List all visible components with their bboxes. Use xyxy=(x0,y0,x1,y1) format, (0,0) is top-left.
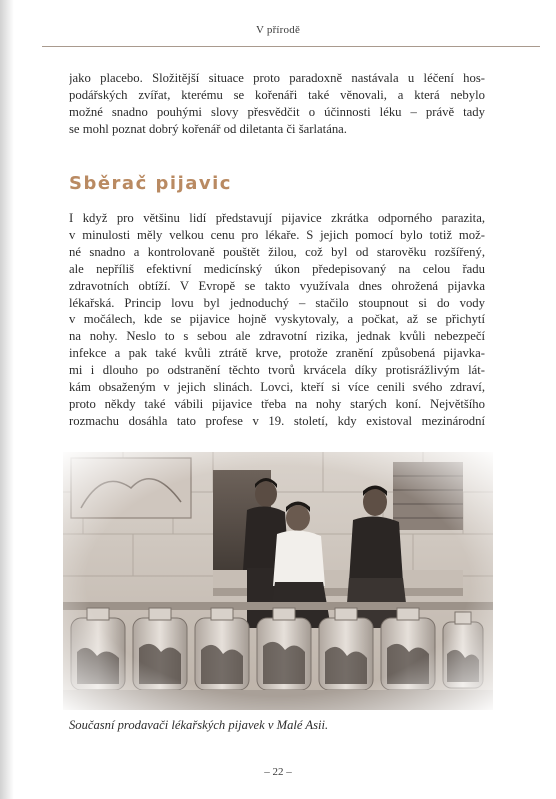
text-line: v minulosti měly velkou cenu pro lékaře. S jejich pomocí bylo totiž mož- xyxy=(69,227,485,242)
text-line: podářských zvířat, kterému se kořenáři také věnovali, a která nebylo xyxy=(69,87,485,102)
running-header: V přírodě xyxy=(255,24,301,36)
text-line: proto někdy také vábili pijavice třeba na nohy starých koní. Největšího xyxy=(69,396,485,411)
binding-shadow xyxy=(0,0,14,799)
text-line: zdravotních obtíží. V Evropě se takto využívala dnes ohrožená pijavka xyxy=(69,278,485,293)
text-line: rozmachu dosáhla tato profese v 19. století, kdy existoval mezinárodní xyxy=(69,413,485,428)
text-line: jako placebo. Složitější situace proto paradoxně nastávala u léčení hos- xyxy=(69,71,485,85)
text-line: lékařská. Princip lovu byl jednoduchý – stačilo stoupnout si do vody xyxy=(69,295,485,310)
page-number: – 22 – xyxy=(264,766,292,778)
text-line: na nohy. Neslo to s sebou ale zdravotní rizika, jednak kvůli nebezpečí xyxy=(69,329,485,344)
header-rule xyxy=(42,46,540,47)
text-line: I když pro většinu lidí představují pijavice zkrátka odporného parazita, xyxy=(69,211,485,225)
body-paragraph xyxy=(69,210,485,430)
section-heading: Sběrač pijavic xyxy=(69,173,232,194)
text-line: ale nepříliš efektivní medicínský úkon předepisovaný na celou řadu xyxy=(69,261,485,276)
text-line: infekce a pak také kvůli ztrátě krve, protože zranění způsobená pijavka- xyxy=(69,346,485,361)
text-line: mi i dlouho po odstranění těchto tvorů krvácela díky protisrážlivým lát- xyxy=(69,363,485,378)
intro-paragraph xyxy=(69,70,485,138)
text-line: se mohl poznat dobrý kořenář od diletanta či šarlatána. xyxy=(69,121,347,136)
text-line: možné snadno pouhými slovy přesvědčit o účinnosti léku – právě tady xyxy=(69,104,485,119)
text-line: né snadno a kontrolovaně pouštět žilou, což byl od starověku rozšířený, xyxy=(69,244,485,259)
leech-sellers-photo xyxy=(63,452,493,710)
text-line: kám obsaženým v jejich slinách. Lovci, kteří si více cenili svého zdraví, xyxy=(69,380,485,395)
figure-caption: Současní prodavači lékařských pijavek v Malé Asii. xyxy=(69,718,329,732)
text-line: v močálech, kde se pijavice hojně vyskytovaly, a počkat, až se přichytí xyxy=(69,312,485,327)
